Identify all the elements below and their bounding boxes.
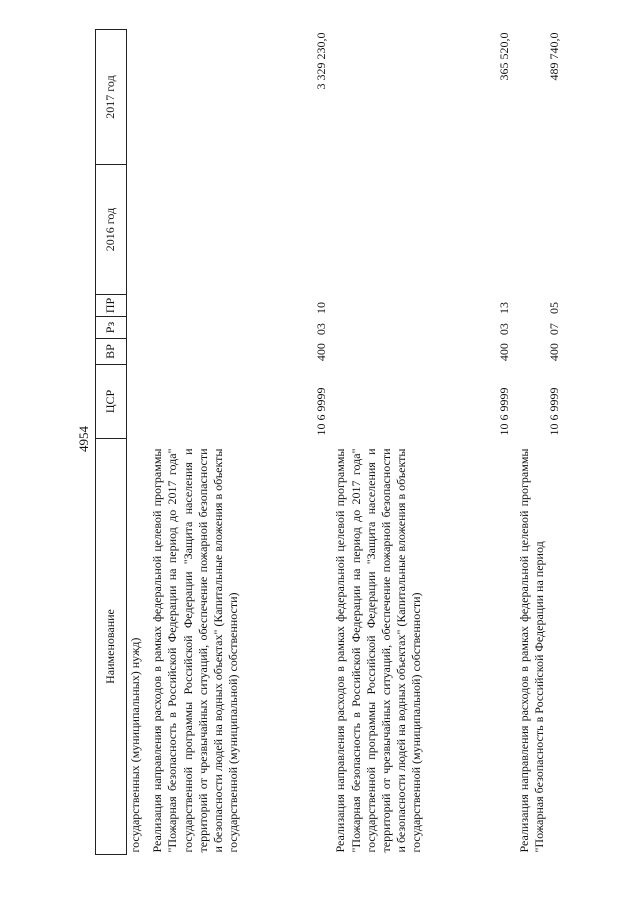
continuation-row	[127, 30, 147, 855]
row-2016	[329, 165, 512, 295]
row-pr: 05	[546, 302, 561, 315]
table-row	[329, 30, 512, 855]
row-name: Реализация направления расходов в рамках федеральной целевой программы "Пожарная безопасность в Российской Федерации на период	[516, 448, 546, 853]
row-rz: 07	[546, 323, 561, 336]
row-rz: 03	[314, 323, 329, 336]
row-2016	[513, 165, 562, 295]
row-vr: 400	[497, 343, 512, 362]
row-codes	[329, 295, 512, 439]
table-header-row	[96, 30, 127, 855]
row-name: Реализация направления расходов в рамках федеральной целевой программы "Пожарная безопасность в Российской Федерации на период до 2017 года" государственной программы Российской Федерации "Защита населения и территорий от чрезвычайных ситуаций, обеспечение пожарной безопасности и безопасности людей на водных объектах" (Капитальные вложения в объекты государственной (муниципальной) собственности)	[333, 448, 424, 853]
row-codes	[146, 295, 329, 439]
row-csr: 10 6 9999	[546, 387, 561, 436]
row-2016	[146, 165, 329, 295]
header-2017: 2017 год	[96, 30, 127, 165]
header-2016: 2016 год	[96, 165, 127, 295]
table-row	[513, 30, 562, 855]
row-vr: 400	[546, 343, 561, 362]
row-vr: 400	[314, 343, 329, 362]
budget-table	[95, 29, 562, 855]
header-csr: ЦСР	[96, 365, 127, 439]
row-2017: 3 329 230,0	[314, 32, 329, 90]
row-pr: 10	[314, 302, 329, 315]
header-vr: ВР	[96, 339, 127, 365]
page-number: 4954	[76, 426, 91, 452]
row-name: Реализация направления расходов в рамках федеральной целевой программы "Пожарная безопасность в Российской Федерации на период до 2017 года" государственной программы Российской Федерации "Защита населения и территорий от чрезвычайных ситуаций, обеспечение пожарной безопасности и безопасности людей на водных объектах" (Капитальные вложения в объекты государственной (муниципальной) собственности)	[150, 448, 241, 853]
row-2017: 365 520,0	[497, 32, 512, 81]
header-rz: Рз	[96, 317, 127, 339]
row-codes	[513, 295, 562, 439]
row-csr: 10 6 9999	[497, 387, 512, 436]
row-pr: 13	[497, 302, 512, 315]
table-row	[146, 30, 329, 855]
continuation-text: государственных (муниципальных) нужд)	[128, 637, 142, 853]
header-name: Наименование	[96, 439, 127, 855]
header-pr: ПР	[96, 295, 127, 317]
row-rz: 03	[497, 323, 512, 336]
row-2017: 489 740,0	[546, 32, 561, 81]
row-csr: 10 6 9999	[314, 387, 329, 436]
